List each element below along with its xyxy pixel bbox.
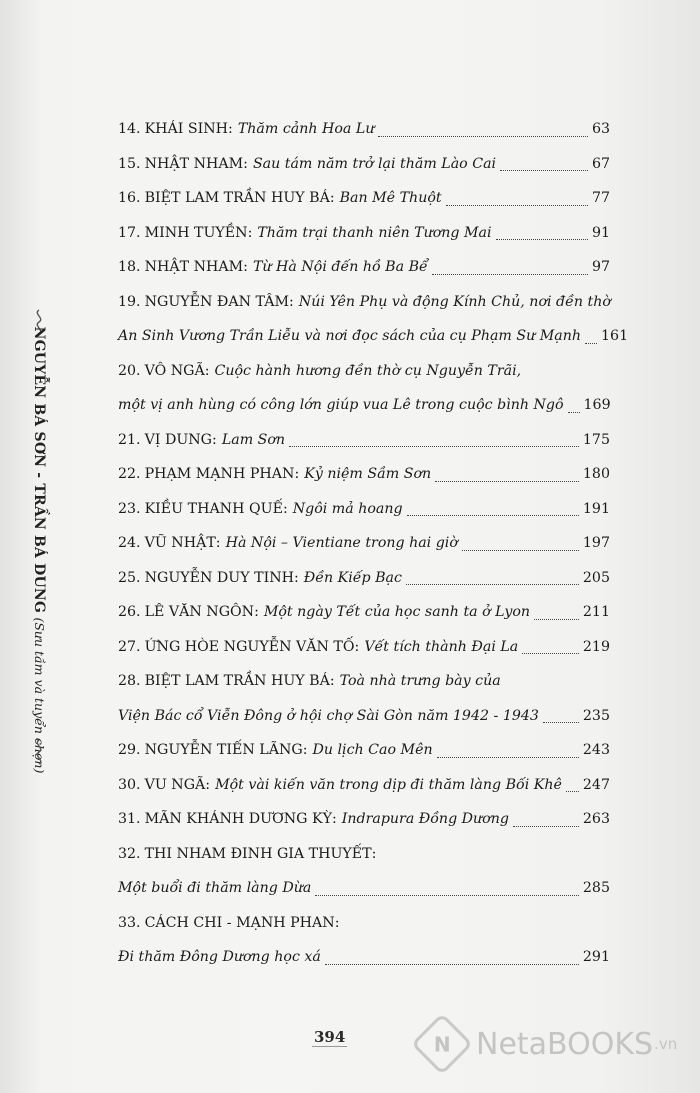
toc-dot-leader bbox=[500, 169, 588, 171]
toc-dot-leader bbox=[522, 652, 579, 654]
toc-entry bbox=[118, 285, 610, 320]
toc-entry-author: ỨNG HÒE NGUYỄN VĂN TỐ bbox=[144, 638, 355, 655]
watermark-suffix: .vn bbox=[654, 1035, 678, 1053]
toc-entry-title-continued: Một buổi đi thăm làng Dừa bbox=[118, 880, 312, 897]
watermark-text: NetaBOOKS bbox=[476, 1026, 654, 1062]
toc-entry-page: 243 bbox=[582, 742, 610, 759]
toc-entry-number: 14. bbox=[118, 121, 141, 138]
toc-entry-title: Một vài kiến văn trong dịp đi thăm làng Bối Khê bbox=[215, 776, 562, 793]
watermark-logo-icon bbox=[411, 1013, 473, 1075]
toc-entry-number: 22. bbox=[118, 466, 141, 483]
toc-entry-page: 91 bbox=[591, 224, 610, 241]
toc-entry-number: 29. bbox=[118, 742, 141, 759]
toc-dot-leader bbox=[462, 549, 579, 551]
toc-entry-author: VÔ NGÃ bbox=[144, 362, 205, 379]
spine-header bbox=[24, 320, 54, 780]
toc-entry-page: 285 bbox=[582, 880, 610, 897]
toc-entry bbox=[118, 354, 610, 389]
toc-entry-page: 219 bbox=[582, 638, 610, 655]
toc-entry-title-continued: một vị anh hùng có công lớn giúp vua Lê trong cuộc bình Ngô bbox=[118, 397, 564, 414]
toc-entry-number: 33. bbox=[118, 914, 141, 931]
toc-entry-number: 32. bbox=[118, 845, 141, 862]
watermark bbox=[420, 1022, 677, 1066]
toc-dot-leader bbox=[513, 825, 579, 827]
toc-entry-number: 16. bbox=[118, 190, 141, 207]
toc-entry-colon: : bbox=[282, 500, 288, 517]
toc-entry bbox=[118, 802, 610, 837]
watermark-logo-letter: N bbox=[433, 1032, 451, 1056]
toc-entry-number: 24. bbox=[118, 535, 141, 552]
toc-dot-leader bbox=[289, 445, 579, 447]
toc-entry-colon: : bbox=[289, 293, 294, 310]
toc-entry-title-continued: Đi thăm Đông Dương học xá bbox=[118, 949, 321, 966]
toc-entry-number: 31. bbox=[118, 811, 141, 828]
toc-entry bbox=[118, 664, 610, 699]
toc-entry-author: VỊ DUNG bbox=[144, 431, 213, 448]
toc-entry-colon: : bbox=[294, 466, 300, 483]
toc-entry-page: 169 bbox=[583, 397, 611, 414]
toc-entry bbox=[118, 871, 610, 906]
toc-entry-title: Ban Mê Thuột bbox=[339, 190, 442, 207]
toc-entry bbox=[118, 561, 610, 596]
toc-entry-title: Vết tích thành Đại La bbox=[364, 638, 519, 655]
toc-entry bbox=[118, 388, 610, 423]
toc-entry-colon: : bbox=[204, 362, 210, 379]
toc-entry bbox=[118, 906, 610, 941]
toc-entry-title: Đền Kiếp Bạc bbox=[303, 569, 402, 586]
toc-entry-title: Sau tám năm trở lại thăm Lào Cai bbox=[252, 155, 497, 172]
toc-entry-page: 247 bbox=[582, 776, 610, 793]
toc-dot-leader bbox=[496, 238, 588, 240]
toc-entry-colon: : bbox=[294, 569, 299, 586]
toc-entry bbox=[118, 526, 610, 561]
toc-entry-number: 23. bbox=[118, 500, 141, 517]
toc-dot-leader bbox=[543, 721, 579, 723]
toc-entry-author: NHẬT NHAM bbox=[144, 155, 244, 172]
toc-entry-colon: : bbox=[247, 224, 253, 241]
toc-entry-author: BIỆT LAM TRẦN HUY BÁ bbox=[144, 190, 330, 207]
spine-text bbox=[31, 327, 47, 774]
page-number: 394 bbox=[314, 1028, 346, 1046]
toc-entry-number: 19. bbox=[118, 293, 141, 310]
toc-entry-author: NGUYỄN DUY TINH bbox=[144, 569, 294, 586]
toc-entry-number: 15. bbox=[118, 155, 141, 172]
toc-entry-page: 205 bbox=[582, 569, 610, 586]
toc-dot-leader bbox=[568, 411, 580, 413]
toc-entry-title: Du lịch Cao Mên bbox=[312, 742, 433, 759]
toc-entry-number: 21. bbox=[118, 431, 141, 448]
toc-entry-page: 175 bbox=[582, 431, 610, 448]
toc-entry bbox=[118, 112, 610, 147]
toc-entry-colon: : bbox=[205, 776, 211, 793]
toc-entry bbox=[118, 768, 610, 803]
toc-entry-number: 30. bbox=[118, 776, 141, 793]
toc-entry-author: PHẠM MẠNH PHAN bbox=[144, 466, 295, 483]
toc-entry-author: KHÁI SINH bbox=[144, 121, 229, 138]
toc-entry-title: Indrapura Đồng Dương bbox=[341, 811, 509, 828]
toc-entry-title-continued: An Sinh Vương Trần Liễu và nơi đọc sách của cụ Phạm Sư Mạnh bbox=[118, 328, 582, 345]
toc-entry-author: THI NHAM ĐINH GIA THUYẾT bbox=[144, 845, 372, 862]
toc-entry-colon: : bbox=[329, 673, 335, 690]
toc-entry-author: CÁCH CHI - MẠNH PHAN bbox=[144, 914, 335, 931]
ornament-swirl-bottom-icon bbox=[30, 738, 48, 766]
toc-dot-leader bbox=[437, 756, 579, 758]
toc-entry-page: 191 bbox=[582, 500, 610, 517]
toc-entry-title: Núi Yên Phụ và động Kính Chủ, nơi đền thờ bbox=[298, 293, 611, 310]
toc-dot-leader bbox=[406, 583, 579, 585]
toc-entry-title: Một ngày Tết của học sanh ta ở Lyon bbox=[263, 604, 531, 621]
toc-entry-colon: : bbox=[354, 638, 360, 655]
spine-subtitle: (Sưu tầm và tuyển chọn) bbox=[32, 617, 47, 774]
toc-dot-leader bbox=[566, 790, 579, 792]
toc-entry bbox=[118, 699, 610, 734]
toc-entry-author: NGUYỄN ĐAN TÂM bbox=[144, 293, 290, 310]
toc-entry-title: Toà nhà trưng bày của bbox=[339, 673, 501, 690]
toc-entry bbox=[118, 181, 610, 216]
toc-entry-title: Cuộc hành hương đền thờ cụ Nguyễn Trãi, bbox=[214, 362, 522, 379]
toc-entry-page: 211 bbox=[582, 604, 610, 621]
toc-entry-title: Từ Hà Nội đến hồ Ba Bể bbox=[252, 259, 428, 276]
toc-entry-title: Lam Sơn bbox=[221, 431, 286, 448]
toc-entry bbox=[118, 457, 610, 492]
toc-dot-leader bbox=[432, 273, 588, 275]
toc-entry-page: 67 bbox=[591, 155, 610, 172]
toc-entry bbox=[118, 733, 610, 768]
toc-entry bbox=[118, 492, 610, 527]
toc-entry bbox=[118, 423, 610, 458]
toc-entry-number: 27. bbox=[118, 638, 141, 655]
toc-entry-author: MINH TUYỀN bbox=[144, 224, 248, 241]
toc-entry-page: 235 bbox=[582, 707, 610, 724]
toc-entry-colon: : bbox=[243, 259, 248, 276]
toc-dot-leader bbox=[407, 514, 579, 516]
toc-entry-title-continued: Viện Bác cổ Viễn Đông ở hội chợ Sài Gòn năm 1942 - 1943 bbox=[118, 707, 539, 724]
toc-entry-page: 97 bbox=[591, 259, 610, 276]
toc-dot-leader bbox=[446, 204, 588, 206]
toc-entry-title: Ngôi mả hoang bbox=[292, 500, 403, 517]
toc-dot-leader bbox=[378, 135, 587, 137]
toc-entry-colon: : bbox=[331, 811, 337, 828]
toc-entry-page: 291 bbox=[582, 949, 610, 966]
table-of-contents bbox=[118, 112, 629, 975]
toc-entry-title: Hà Nội – Vientiane trong hai giờ bbox=[225, 535, 458, 552]
toc-dot-leader bbox=[585, 342, 597, 344]
toc-dot-leader bbox=[325, 963, 579, 965]
toc-entry-page: 77 bbox=[591, 190, 610, 207]
toc-entry bbox=[118, 319, 629, 354]
toc-entry-colon: : bbox=[334, 914, 340, 931]
toc-entry-number: 20. bbox=[118, 362, 141, 379]
toc-entry-page: 63 bbox=[591, 121, 610, 138]
toc-dot-leader bbox=[435, 480, 579, 482]
toc-entry bbox=[118, 216, 610, 251]
toc-entry bbox=[118, 250, 610, 285]
toc-entry-page: 180 bbox=[582, 466, 610, 483]
toc-entry bbox=[118, 630, 610, 665]
toc-entry-author: BIỆT LAM TRẦN HUY BÁ bbox=[144, 673, 330, 690]
toc-entry-author: KIỀU THANH QUẾ bbox=[144, 500, 283, 517]
toc-entry-colon: : bbox=[254, 604, 259, 621]
toc-entry-title: Thăm cảnh Hoa Lư bbox=[237, 121, 375, 138]
toc-entry-number: 26. bbox=[118, 604, 141, 621]
toc-dot-leader bbox=[534, 618, 579, 620]
toc-entry-author: VŨ NHẬT bbox=[144, 535, 216, 552]
toc-entry-title: Kỷ niệm Sầm Sơn bbox=[304, 466, 432, 483]
toc-entry-author: MÃN KHÁNH DƯƠNG KỲ bbox=[144, 811, 332, 828]
toc-entry-page: 197 bbox=[582, 535, 610, 552]
toc-entry-colon: : bbox=[302, 742, 308, 759]
toc-entry-number: 17. bbox=[118, 224, 141, 241]
toc-entry-title: Thăm trại thanh niên Tương Mai bbox=[257, 224, 492, 241]
toc-entry-colon: : bbox=[371, 845, 377, 862]
toc-entry-author: VU NGÃ bbox=[144, 776, 206, 793]
toc-dot-leader bbox=[315, 894, 579, 896]
spine-authors: NGUYỄN BÁ SƠN - TRẦN BÁ DUNG bbox=[31, 326, 47, 614]
toc-entry-number: 25. bbox=[118, 569, 141, 586]
toc-entry-colon: : bbox=[329, 190, 335, 207]
toc-entry-author: NGUYỄN TIẾN LÃNG bbox=[144, 742, 303, 759]
toc-entry-number: 28. bbox=[118, 673, 141, 690]
toc-entry-colon: : bbox=[212, 431, 217, 448]
toc-entry bbox=[118, 940, 610, 975]
toc-entry-number: 18. bbox=[118, 259, 141, 276]
toc-entry-author: LÊ VĂN NGÔN bbox=[144, 604, 255, 621]
toc-entry-author: NHẬT NHAM bbox=[144, 259, 244, 276]
toc-entry bbox=[118, 837, 610, 872]
toc-entry-colon: : bbox=[243, 155, 248, 172]
toc-entry bbox=[118, 147, 610, 182]
toc-entry-colon: : bbox=[228, 121, 233, 138]
toc-entry bbox=[118, 595, 610, 630]
toc-entry-page: 263 bbox=[582, 811, 610, 828]
toc-entry-page: 161 bbox=[601, 328, 629, 345]
toc-entry-colon: : bbox=[215, 535, 221, 552]
